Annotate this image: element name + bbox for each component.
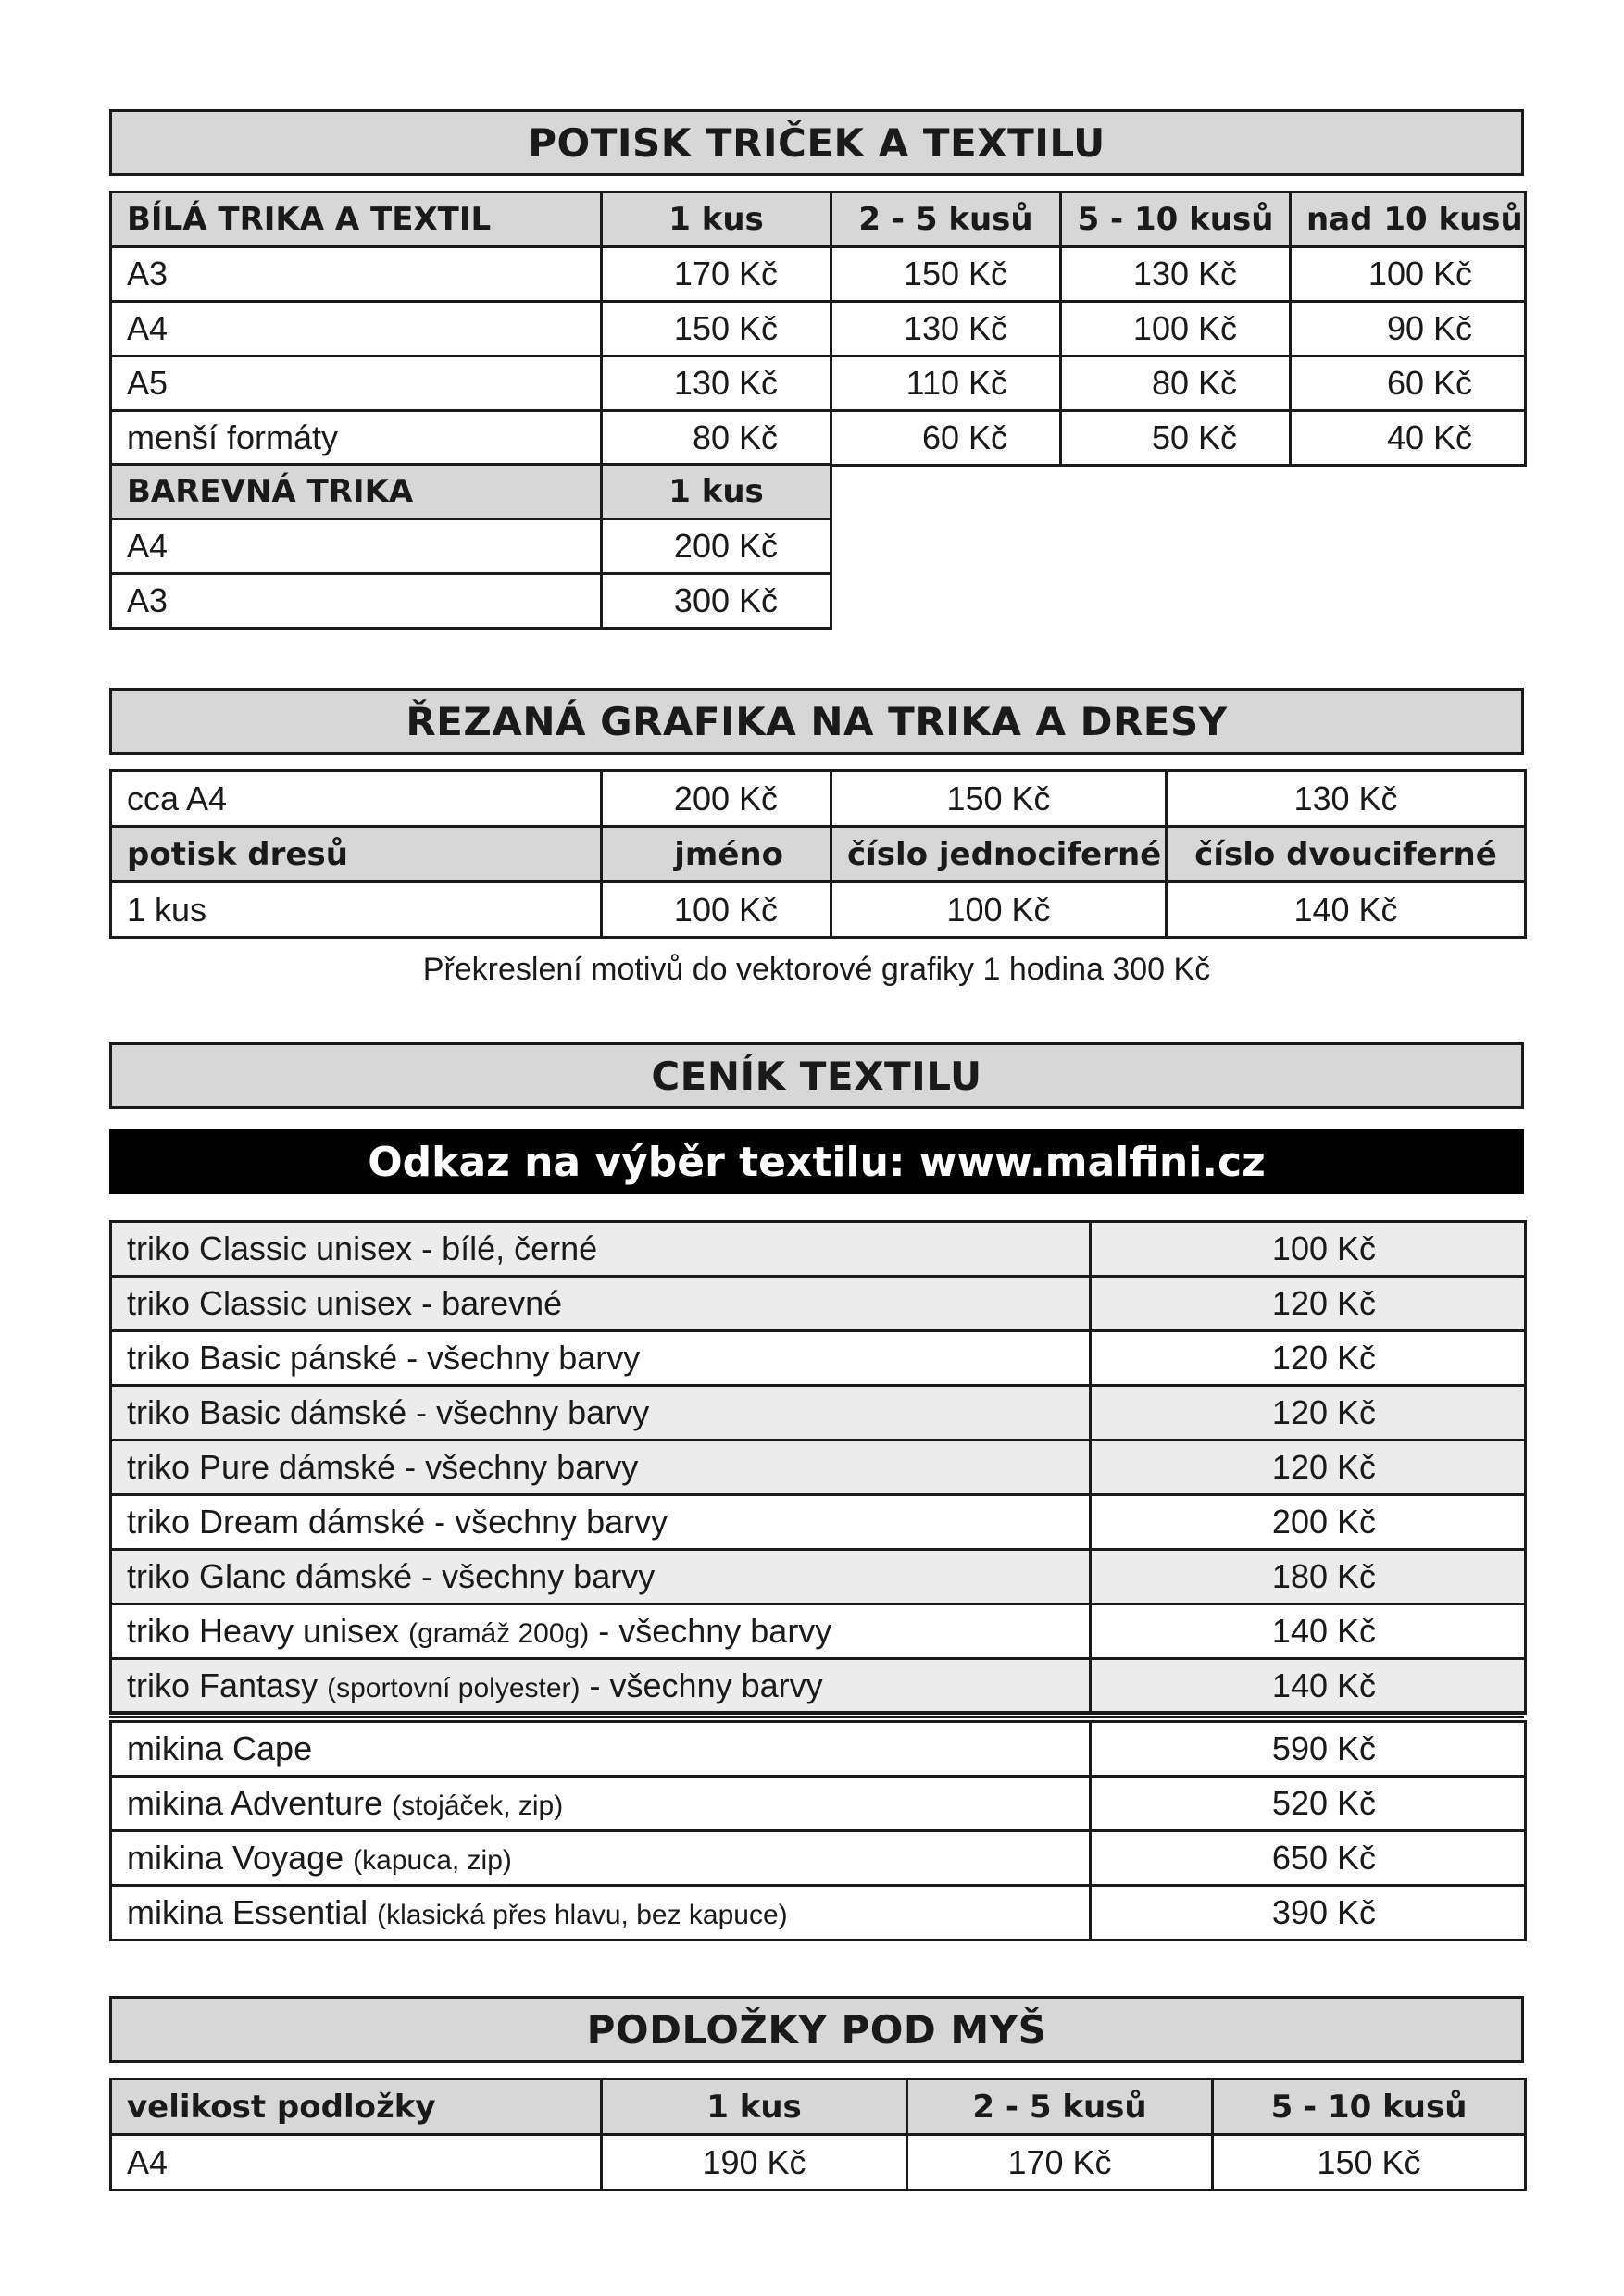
product-name: triko Dream dámské - všechny barvy xyxy=(127,1503,668,1541)
price-cell: 170 Kč xyxy=(602,247,831,302)
header-cell: BAREVNÁ TRIKA xyxy=(111,465,602,519)
hoodie-price-table xyxy=(109,1720,1527,1941)
product-name: triko Basic dámské - všechny barvy xyxy=(127,1393,650,1431)
table-row xyxy=(111,519,831,574)
header-cell: 1 kus xyxy=(602,465,831,519)
price-cell: 520 Kč xyxy=(1091,1777,1526,1831)
product-cell xyxy=(111,1722,1091,1777)
product-note: (sportovní polyester) xyxy=(327,1673,581,1704)
table-header-row xyxy=(111,465,831,519)
size-cell: A4 xyxy=(111,2135,602,2190)
section-title-textile-pricelist: CENÍK TEXTILU xyxy=(109,1042,1524,1109)
table-row xyxy=(111,1441,1526,1495)
table-row xyxy=(111,1550,1526,1604)
price-cell: 140 Kč xyxy=(1091,1659,1526,1714)
product-name: triko Basic pánské - všechny barvy xyxy=(127,1339,641,1377)
price-cell: 100 Kč xyxy=(1061,302,1291,356)
price-cell: 100 Kč xyxy=(831,882,1167,938)
product-cell xyxy=(111,1331,1091,1386)
size-cell: cca A4 xyxy=(111,771,602,827)
table-row xyxy=(111,1886,1526,1940)
product-name: mikina Voyage xyxy=(127,1839,354,1877)
product-cell xyxy=(111,1777,1091,1831)
price-cell: 120 Kč xyxy=(1091,1386,1526,1441)
table-row xyxy=(111,1659,1526,1714)
header-cell: 5 - 10 kusů xyxy=(1213,2079,1526,2135)
table-row xyxy=(111,1386,1526,1441)
product-cell xyxy=(111,1886,1091,1940)
product-cell xyxy=(111,1441,1091,1495)
product-note: (gramáž 200g) xyxy=(408,1618,590,1649)
price-cell: 130 Kč xyxy=(1167,771,1526,827)
table-row xyxy=(111,247,1526,302)
section-title-tshirt-printing: POTISK TRIČEK A TEXTILU xyxy=(109,109,1524,176)
header-cell: 1 kus xyxy=(602,193,831,247)
table-row xyxy=(111,1495,1526,1550)
price-cell: 200 Kč xyxy=(602,519,831,574)
price-cell: 150 Kč xyxy=(831,771,1167,827)
price-cell: 80 Kč xyxy=(602,411,831,466)
table-row xyxy=(111,1331,1526,1386)
table-row xyxy=(111,2135,1526,2190)
cut-graphics-table xyxy=(109,769,1527,939)
price-cell: 150 Kč xyxy=(602,302,831,356)
price-cell: 120 Kč xyxy=(1091,1277,1526,1331)
table-row xyxy=(111,882,1526,938)
product-name: mikina Adventure xyxy=(127,1784,393,1822)
header-cell: velikost podložky xyxy=(111,2079,602,2135)
table-divider xyxy=(109,1711,1524,1718)
price-cell: 200 Kč xyxy=(1091,1495,1526,1550)
header-cell: potisk dresů xyxy=(111,827,602,882)
table-row xyxy=(111,302,1526,356)
table-header-row xyxy=(111,193,1526,247)
price-cell: 180 Kč xyxy=(1091,1550,1526,1604)
header-cell: 2 - 5 kusů xyxy=(831,193,1061,247)
textile-link-bar: Odkaz na výběr textilu: www.malfini.cz xyxy=(109,1129,1524,1194)
price-cell: 100 Kč xyxy=(602,882,831,938)
price-cell: 170 Kč xyxy=(907,2135,1213,2190)
price-cell: 40 Kč xyxy=(1291,411,1526,466)
price-cell: 190 Kč xyxy=(602,2135,907,2190)
product-cell xyxy=(111,1831,1091,1886)
product-name: triko Heavy unisex xyxy=(127,1612,409,1650)
product-cell xyxy=(111,1222,1091,1277)
size-cell: A4 xyxy=(111,302,602,356)
table-row xyxy=(111,1722,1526,1777)
price-cell: 150 Kč xyxy=(831,247,1061,302)
header-cell: 2 - 5 kusů xyxy=(907,2079,1213,2135)
product-name: mikina Essential xyxy=(127,1893,378,1931)
header-cell: číslo dvouciferné xyxy=(1167,827,1526,882)
header-cell: BÍLÁ TRIKA A TEXTIL xyxy=(111,193,602,247)
price-cell: 130 Kč xyxy=(1061,247,1291,302)
header-cell: 5 - 10 kusů xyxy=(1061,193,1291,247)
price-cell: 130 Kč xyxy=(831,302,1061,356)
price-cell: 200 Kč xyxy=(602,771,831,827)
product-name: triko Classic unisex - bílé, černé xyxy=(127,1229,598,1267)
product-note: (stojáček, zip) xyxy=(392,1791,564,1821)
table-row xyxy=(111,1831,1526,1886)
price-cell: 150 Kč xyxy=(1213,2135,1526,2190)
size-cell: menší formáty xyxy=(111,411,602,466)
table-row xyxy=(111,356,1526,411)
price-cell: 100 Kč xyxy=(1291,247,1526,302)
price-cell: 130 Kč xyxy=(602,356,831,411)
mousepad-table xyxy=(109,2078,1527,2191)
price-cell: 140 Kč xyxy=(1091,1604,1526,1659)
product-cell xyxy=(111,1659,1091,1714)
section-title-mousepads: PODLOŽKY POD MYŠ xyxy=(109,1996,1524,2063)
table-header-row xyxy=(111,827,1526,882)
product-cell xyxy=(111,1550,1091,1604)
product-note: (kapuca, zip) xyxy=(353,1845,512,1876)
price-cell: 590 Kč xyxy=(1091,1722,1526,1777)
table-row xyxy=(111,1277,1526,1331)
size-cell: A3 xyxy=(111,574,602,629)
table-row xyxy=(111,1222,1526,1277)
header-cell: 1 kus xyxy=(602,2079,907,2135)
product-name: triko Glanc dámské - všechny barvy xyxy=(127,1557,656,1595)
size-cell: A4 xyxy=(111,519,602,574)
price-cell: 110 Kč xyxy=(831,356,1061,411)
product-cell xyxy=(111,1604,1091,1659)
product-cell xyxy=(111,1495,1091,1550)
product-name: triko Classic unisex - barevné xyxy=(127,1284,563,1322)
size-cell: A3 xyxy=(111,247,602,302)
table-header-row xyxy=(111,2079,1526,2135)
price-cell: 60 Kč xyxy=(1291,356,1526,411)
size-cell: A5 xyxy=(111,356,602,411)
colored-tshirt-table xyxy=(109,463,832,630)
header-cell: číslo jednociferné xyxy=(831,827,1167,882)
price-cell: 100 Kč xyxy=(1091,1222,1526,1277)
vector-redraw-note: Překreslení motivů do vektorové grafiky 1 hodina 300 Kč xyxy=(422,952,1211,987)
tshirt-price-table xyxy=(109,1220,1527,1715)
price-cell: 90 Kč xyxy=(1291,302,1526,356)
section-title-cut-graphics: ŘEZANÁ GRAFIKA NA TRIKA A DRESY xyxy=(109,688,1524,755)
product-cell xyxy=(111,1277,1091,1331)
product-suffix: - všechny barvy xyxy=(580,1666,823,1705)
price-cell: 80 Kč xyxy=(1061,356,1291,411)
product-suffix: - všechny barvy xyxy=(589,1612,832,1650)
product-name: triko Fantasy xyxy=(127,1666,328,1705)
table-row xyxy=(111,771,1526,827)
price-cell: 50 Kč xyxy=(1061,411,1291,466)
product-note: (klasická přes hlavu, bez kapuce) xyxy=(377,1900,788,1930)
table-row xyxy=(111,411,1526,466)
price-cell: 60 Kč xyxy=(831,411,1061,466)
price-cell: 120 Kč xyxy=(1091,1441,1526,1495)
product-cell xyxy=(111,1386,1091,1441)
price-cell: 140 Kč xyxy=(1167,882,1526,938)
product-name: triko Pure dámské - všechny barvy xyxy=(127,1448,639,1486)
size-cell: 1 kus xyxy=(111,882,602,938)
table-row xyxy=(111,1604,1526,1659)
header-cell: jméno xyxy=(602,827,831,882)
price-cell: 650 Kč xyxy=(1091,1831,1526,1886)
price-cell: 390 Kč xyxy=(1091,1886,1526,1940)
price-cell: 300 Kč xyxy=(602,574,831,629)
table-row xyxy=(111,1777,1526,1831)
table-row xyxy=(111,574,831,629)
header-cell: nad 10 kusů xyxy=(1291,193,1526,247)
product-name: mikina Cape xyxy=(127,1729,313,1767)
tshirt-printing-table xyxy=(109,191,1527,467)
price-cell: 120 Kč xyxy=(1091,1331,1526,1386)
